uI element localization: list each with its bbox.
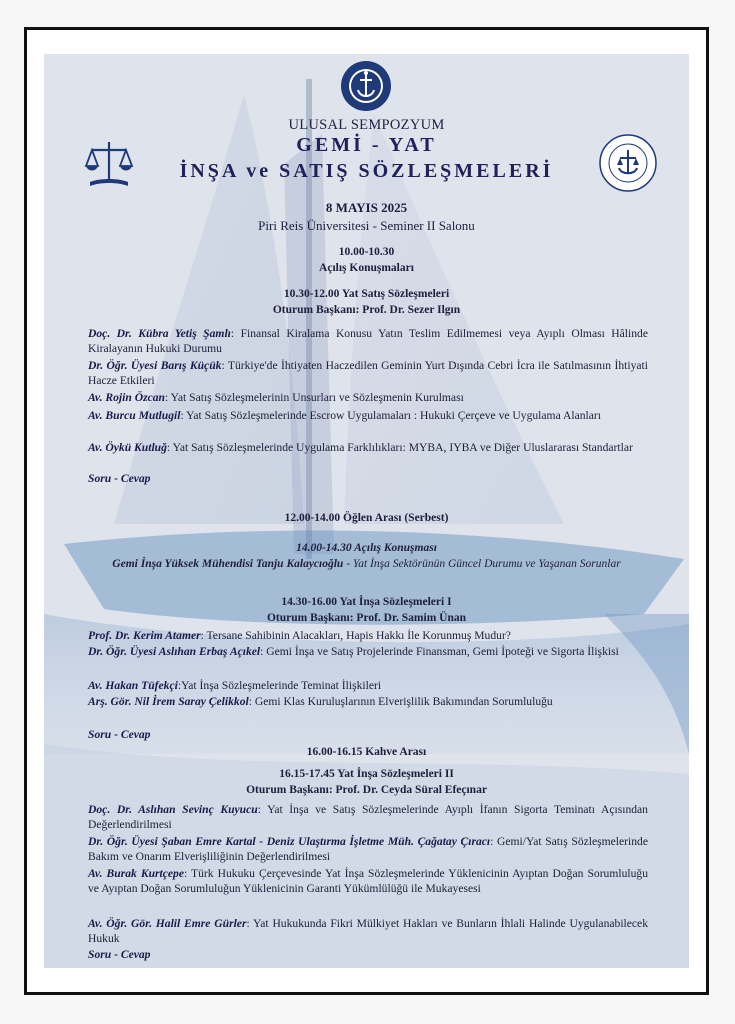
session1-talk: Av. Rojin Özcan: Yat Satış Sözleşmelerinin Unsurları ve Sözleşmenin Kurulması <box>88 391 464 404</box>
session1-talk: Dr. Öğr. Üyesi Barış Küçük: Türkiye'de İhtiyaten Haczedilen Geminin Yurt Dışında Cebri İcra ile Satılmasının İhtiyati Hacze Etkileri <box>88 359 648 387</box>
session2-qa: Soru - Cevap <box>88 728 151 741</box>
keynote-header: 14.00-14.30 Açılış Konuşması <box>296 542 437 554</box>
opening-time: 10.00-10.30 <box>338 246 395 258</box>
session1-talk: Doç. Dr. Kübra Yetiş Şamlı: Finansal Kiralama Konusu Yatın Teslim Edilmemesi veya Ayıplı Olması Hâlinde Kiralayanın Hukuki Durumu <box>88 327 648 355</box>
session2-talk: Av. Hakan Tüfekçi:Yat İnşa Sözleşmelerinde Teminat İlişkileri <box>88 679 382 692</box>
opening-title: Açılış Konuşmaları <box>319 262 414 274</box>
session3-talk: Dr. Öğr. Üyesi Şaban Emre Kartal - Deniz Ulaştırma İşletme Müh. Çağatay Çıracı: Gemi/Yat Satış Sözleşmelerinde Bakım ve Onarım Elverişliliğinin Değerlendirilmesi <box>88 835 648 863</box>
session2-talk: Dr. Öğr. Üyesi Aslıhan Erbaş Açıkel: Gemi İnşa ve Satış Projelerinde Finansman, Gemi İpoteği ve Sigorta İlişkisi <box>88 645 619 658</box>
session1-talk: Av. Öykü Kutluğ: Yat Satış Sözleşmelerinde Uygulama Farklılıkları: MYBA, IYBA ve Diğer Uluslararası Standartlar <box>88 441 633 454</box>
lunch-break: 12.00-14.00 Öğlen Arası (Serbest) <box>284 512 449 524</box>
session2-talk: Prof. Dr. Kerim Atamer: Tersane Sahibinin Alacakları, Hapis Hakkı İle Korunmuş Mudur? <box>88 629 511 642</box>
title-line-2: İNŞA ve SATIŞ SÖZLEŞMELERİ <box>179 160 554 182</box>
session3-talk: Av. Burak Kurtçepe: Türk Hukuku Çerçevesinde Yat İnşa Sözleşmelerinde Yüklenicinin Ayıptan Doğan Sorumluluğu ve Ayıptan Doğan Sorumluluğun Yüklenicinin Garanti Yükümlülüğü ile Mukayesesi <box>88 867 648 895</box>
session3-talk: Doç. Dr. Aslıhan Sevinç Kuyucu: Yat İnşa ve Satış Sözleşmelerinde Ayıplı İfanın Sigorta Teminatı Açısından Değerlendirilmesi <box>88 803 648 831</box>
session3-chair: Oturum Başkanı: Prof. Dr. Ceyda Süral Efeçınar <box>246 784 487 796</box>
session3-talk: Av. Öğr. Gör. Halil Emre Gürler: Yat Hukukunda Fikri Mülkiyet Hakları ve Bunların İhlali Halinde Uygulanabilecek Hukuk <box>88 917 648 945</box>
session1-qa: Soru - Cevap <box>88 472 151 485</box>
session3-header: 16.15-17.45 Yat İnşa Sözleşmeleri II <box>279 768 454 780</box>
event-venue: Piri Reis Üniversitesi - Seminer II Salonu <box>258 218 475 233</box>
session2-talk: Arş. Gör. Nil İrem Saray Çelikkol: Gemi Klas Kuruluşlarının Elverişlilik Bakımından Sorumluluğu <box>88 695 553 708</box>
session3-qa: Soru - Cevap <box>88 948 151 961</box>
event-date: 8 MAYIS 2025 <box>325 200 408 215</box>
symposium-series: ULUSAL SEMPOZYUM <box>288 117 445 133</box>
session1-chair: Oturum Başkanı: Prof. Dr. Sezer Ilgın <box>272 304 461 316</box>
session2-chair: Oturum Başkanı: Prof. Dr. Samim Ünan <box>266 612 467 624</box>
title-line-1: GEMİ - YAT <box>296 134 437 156</box>
session1-header: 10.30-12.00 Yat Satış Sözleşmeleri <box>283 288 450 300</box>
symposium-poster <box>44 54 689 968</box>
coffee-break: 16.00-16.15 Kahve Arası <box>306 746 427 758</box>
session1-talk: Av. Burcu Mutlugil: Yat Satış Sözleşmelerinde Escrow Uygulamaları : Hukuki Çerçeve ve Uygulama Alanları <box>88 409 601 422</box>
session2-header: 14.30-16.00 Yat İnşa Sözleşmeleri I <box>281 596 452 608</box>
keynote-talk: Gemi İnşa Yüksek Mühendisi Tanju Kalaycıoğlu - Yat İnşa Sektörünün Güncel Durumu ve Yaşanan Sorunlar <box>112 558 621 570</box>
